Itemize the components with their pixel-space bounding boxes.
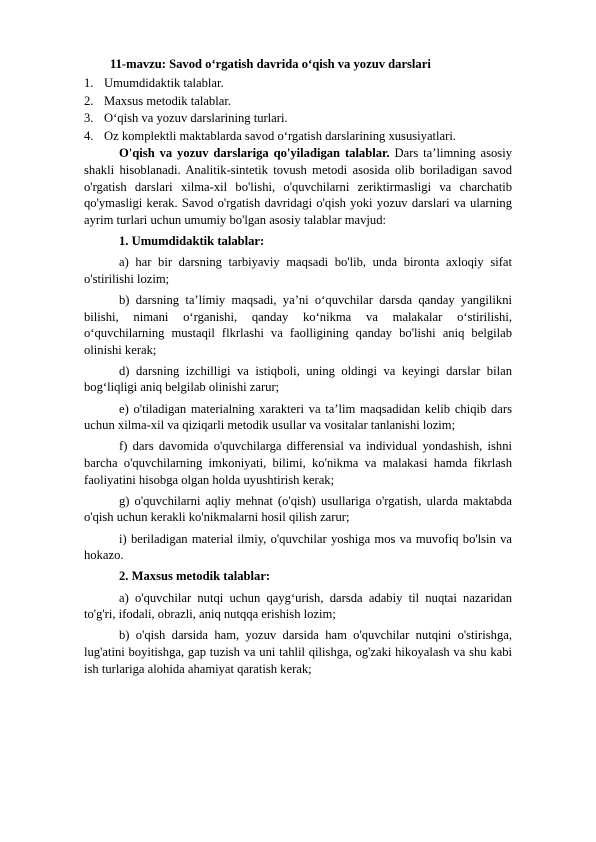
outline-number: 3.	[84, 111, 94, 126]
requirement-item: g) o'quvchilarni aqliy mehnat (o'qish) usullariga o'rgatish, ularda maktabda o'qish uchun kerakli ko'nikmalarni hosil qilish zarur;	[84, 493, 512, 525]
outline-item	[84, 110, 512, 128]
outline-text: Umumdidaktik talablar.	[104, 76, 224, 90]
requirement-item: f) dars davomida o'quvchilarga differensial va individual yondashish, ishni barcha o'quvchilarning imkoniyati, bilimi, ko'nikma va malakasi hamda fikrlash faoliyatini hisobga olgan holda uyushtirish kerak;	[84, 439, 512, 487]
intro-lead: O'qish va yozuv darslariga qo'yiladigan talablar.	[119, 146, 390, 161]
document-page	[84, 56, 512, 682]
outline-text: Oʻqish va yozuv darslarining turlari.	[104, 111, 288, 126]
requirement-item: b) o'qish darsida ham, yozuv darsida ham o'quvchilar nutqini o'stirishga, lug'atini boyitishga, gap tuzish va uni tahlil qilishga, og'zaki hikoyalash va shu kabi ish turlariga alohida ahamiyat qaratish kerak;	[84, 628, 512, 676]
outline-item	[84, 93, 512, 111]
outline-number: 1.	[84, 76, 94, 90]
outline-text: Maxsus metodik talablar.	[104, 93, 231, 108]
requirement-item: e) o'tiladigan materialning xarakteri va taʼlim maqsadidan kelib chiqib dars uchun xilma-xil va qiziqarli metodik usullar va vositalar tanlanishi lozim;	[84, 401, 512, 433]
requirement-item: i) beriladigan material ilmiy, o'quvchilar yoshiga mos va muvofiq bo'lsin va hokazo.	[84, 531, 512, 563]
outline-text: Oz komplektli maktablarda savod oʻrgatish darslarining xususiyatlari.	[104, 128, 456, 143]
outline-number: 4.	[84, 128, 94, 143]
requirement-item: d) darsning izchilligi va istiqboli, uning oldingi va keyingi darslar bilan bogʻliqligi aniq belgilab olinishi zarur;	[84, 363, 512, 395]
section-heading-methodical: 2. Maxsus metodik talablar:	[119, 569, 271, 584]
requirement-item: b) darsning taʼlimiy maqsadi, yaʼni oʻquvchilar darsda qanday yangilikni bilishi, nimani oʻrganishi, qanday koʻnikma va malakalar oʻstirilishi, oʻquvchilarning mustaqil flkrlashi va faolligining qanday bo'lishi aniq belgilab olinishi kerak;	[84, 292, 512, 357]
intro-text: Dars taʼlimning asosiy shakli hisoblanadi. Analitik-sintetik tovush metodi asosida olib boriladigan savod o'rgatish darslari xilma-xil bo'lishi, o'quvchilarni zeriktirmasligi va charchatib qo'ymasligi kerak. Savod o'rgatish davridagi o'qish yoki yozuv darslari va ularning ayrim turlari uchun umumiy bo'lgan asosiy talablar mavjud:	[84, 146, 512, 227]
intro-paragraph	[84, 145, 512, 228]
requirement-item: a) har bir darsning tarbiyaviy maqsadi bo'lib, unda bironta axloqiy sifat o'stirilishi lozim;	[84, 255, 512, 286]
outline-number: 2.	[84, 93, 94, 108]
topic-outline	[84, 75, 512, 145]
outline-item	[84, 128, 512, 146]
requirement-item: a) o'quvchilar nutqi uchun qaygʻurish, darsda adabiy til nuqtai nazaridan to'g'ri, ifodali, obrazli, aniq nutqqa erishish lozim;	[84, 590, 512, 622]
outline-item	[84, 75, 512, 93]
topic-title: 11-mavzu: Savod oʻrgatish davrida oʻqish va yozuv darslari	[110, 57, 431, 71]
section-heading-general: 1. Umumdidaktik talablar:	[119, 233, 265, 248]
